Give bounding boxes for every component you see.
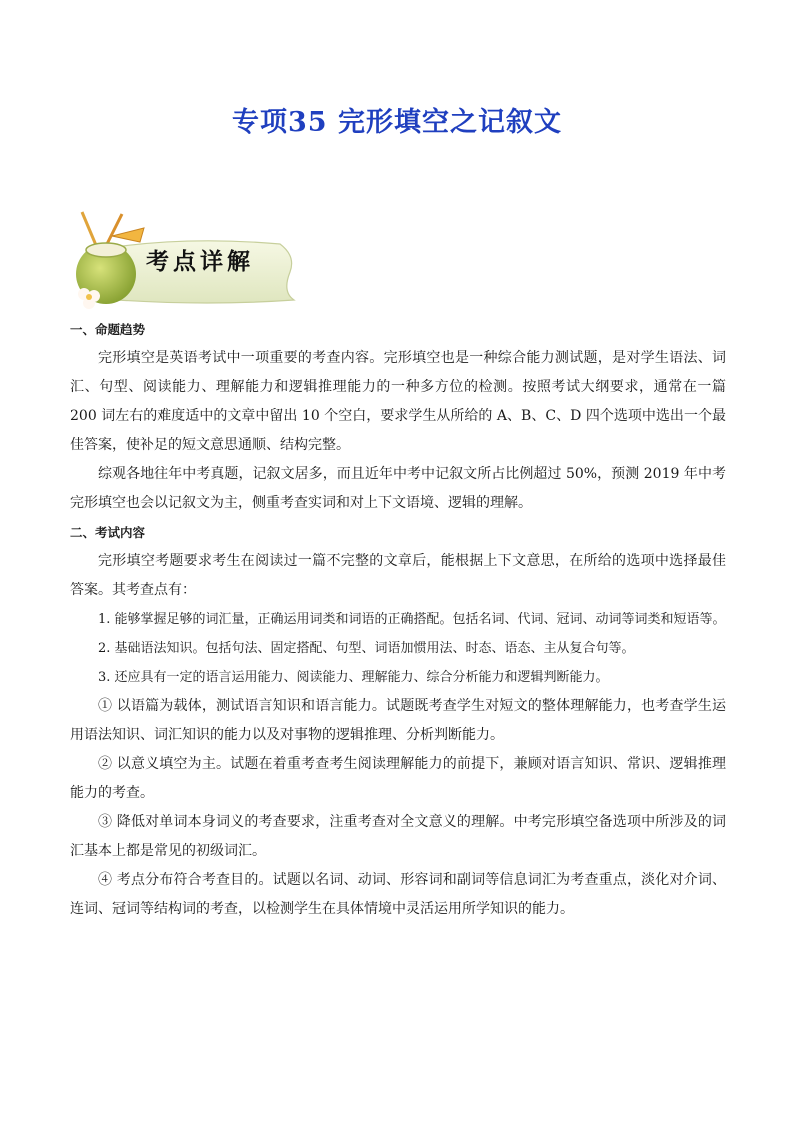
sub-point-item: ③ 降低对单词本身词义的考查要求，注重考查对全文意义的理解。中考完形填空备选项中所涉及的词汇基本上都是常见的初级词汇。 <box>70 814 726 859</box>
section-heading-trend: 一、命题趋势 <box>70 322 146 337</box>
paragraph: 完形填空是英语考试中一项重要的考查内容。完形填空也是一种综合能力测试题，是对学生语法、词汇、句型、阅读能力、理解能力和逻辑推理能力的一种多方位的检测。按照考试大纲要求，通常在一篇 200 词左右的难度适中的文章中留出 10 个空白，要求学生从所给的 A、B、C、D 四个选项中选出一个最佳答案，使补足的短文意思通顺、结构完整。 <box>70 350 726 453</box>
point-item: 2. 基础语法知识。包括句法、固定搭配、句型、词语加惯用法、时态、语态、主从复合句等。 <box>98 641 635 656</box>
section-heading-content: 二、考试内容 <box>70 525 146 540</box>
paragraph: 完形填空考题要求考生在阅读过一篇不完整的文章后，能根据上下文意思，在所给的选项中选择最佳答案。其考查点有： <box>70 553 726 598</box>
main-content <box>70 315 726 924</box>
sub-point-item: ② 以意义填空为主。试题在着重考查考生阅读理解能力的前提下，兼顾对语言知识、常识、逻辑推理能力的考查。 <box>70 756 726 801</box>
sub-point-item: ① 以语篇为载体，测试语言知识和语言能力。试题既考查学生对短文的整体理解能力，也考查学生运用语法知识、词汇知识的能力以及对事物的逻辑推理、分析判断能力。 <box>70 698 726 743</box>
paragraph: 综观各地往年中考真题，记叙文居多，而且近年中考中记叙文所占比例超过 50%，预测 2019 年中考完形填空也会以记叙文为主，侧重考查实词和对上下文语境、逻辑的理解。 <box>70 466 726 511</box>
banner-label: 考点详解 <box>146 249 254 275</box>
point-item: 3. 还应具有一定的语言运用能力、阅读能力、理解能力、综合分析能力和逻辑判断能力。 <box>98 670 609 685</box>
sub-point-item: ④ 考点分布符合考查目的。试题以名词、动词、形容词和副词等信息词汇为考查重点，淡化对介词、连词、冠词等结构词的考查，以检测学生在具体情境中灵活运用所学知识的能力。 <box>70 872 726 917</box>
point-item: 1. 能够掌握足够的词汇量，正确运用词类和词语的正确搭配。包括名词、代词、冠词、动词等词类和短语等。 <box>98 612 726 627</box>
page-title: 专项35 完形填空之记叙文 <box>232 107 562 138</box>
section-banner <box>68 208 298 314</box>
